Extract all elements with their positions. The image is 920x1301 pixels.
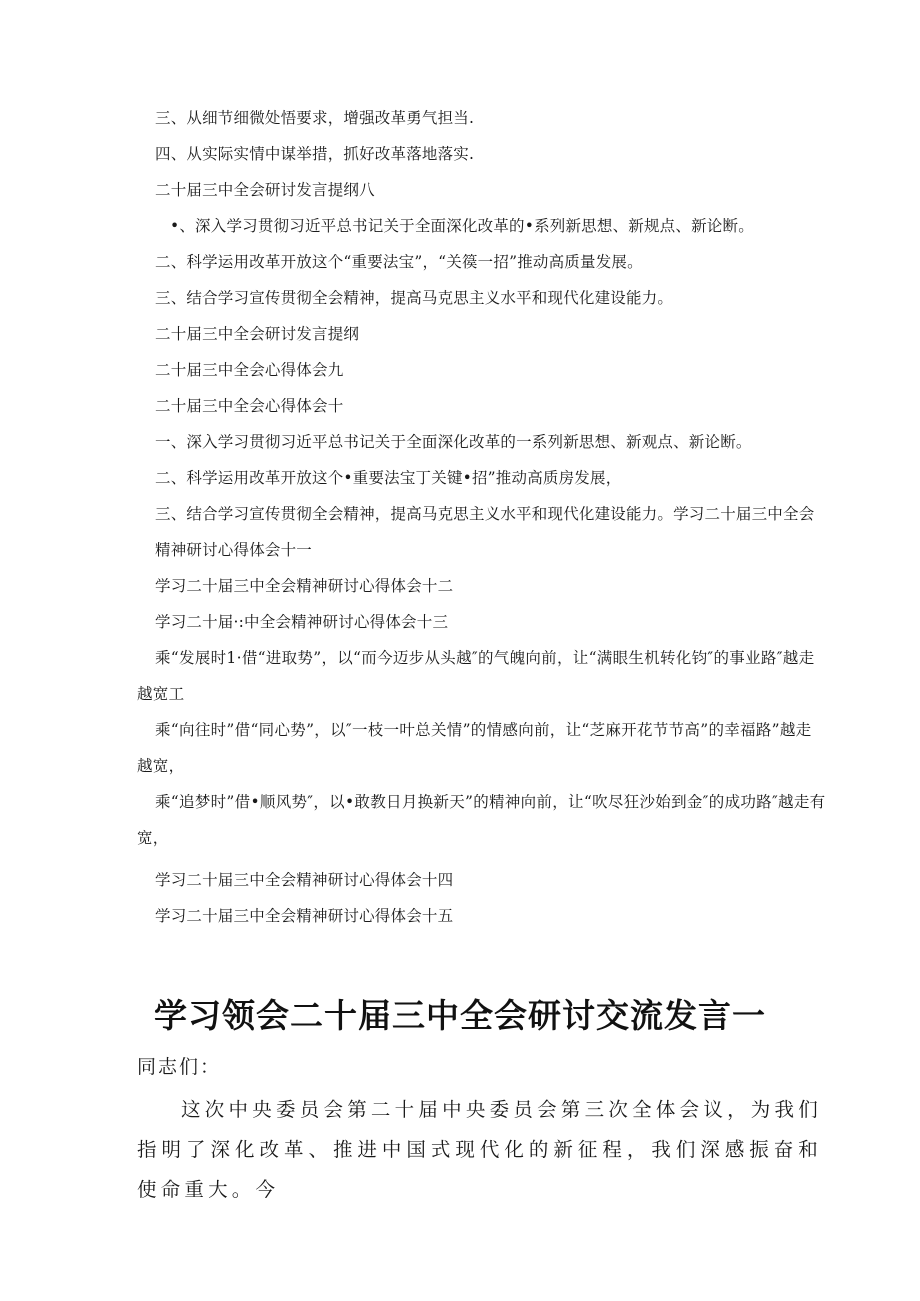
- slogan-paragraph: 乘“追梦时”借•顺风势″，以•敢教日月换新天”的精神向前，让“吹尽狂沙始到金″的成功路″越走有宽，: [137, 793, 826, 847]
- toc-line: 二、科学运用改革开放这个•重要法宝丁关键•招”推动高质房发展，: [155, 469, 622, 487]
- body-paragraph: 这次中央委员会第二十届中央委员会第三次全体会议，为我们指明了深化改革、推进中国式现代化的新征程，我们深感振奋和使命重大。今: [137, 1098, 822, 1201]
- toc-line: 二十届三中全会研讨发言提纲: [155, 325, 360, 343]
- toc-line: 三、结合学习宣传贯彻全会精神，提高马克思主义水平和现代化建设能力。: [155, 289, 674, 307]
- toc-line: 二十届三中全会心得体会九: [155, 361, 344, 379]
- toc-line: •、深入学习贯彻习近平总书记关于全面深化改革的•系列新思想、新规点、新论断。: [170, 217, 754, 235]
- slogan-paragraph: 乘“向往时”借“同心势”，以″一枝一叶总关情”的情感向前，让“芝麻开花节节高”的幸福路”越走越宽，: [137, 721, 812, 775]
- toc-line: 学习二十届·:中全会精神研讨心得体会十三: [155, 613, 449, 631]
- toc-line: 学习二十届三中全会精神研讨心得体会十五: [155, 907, 454, 925]
- toc-line: 学习二十届三中全会精神研讨心得体会十二: [155, 577, 454, 595]
- section-heading: 学习领会二十届三中全会研讨交流发言一: [154, 996, 766, 1035]
- slogan-paragraph: 乘“发展时1·借“进取势”，以“而今迈步从头越″的气魄向前，让“满眼生机转化钧″的事业路″越走越宽工: [137, 649, 815, 703]
- toc-line: 一、深入学习贯彻习近平总书记关于全面深化改革的一系列新思想、新观点、新论断。: [155, 433, 752, 451]
- salutation: 同志们：: [137, 1056, 222, 1078]
- toc-line: 二十届三中全会心得体会十: [155, 397, 344, 415]
- toc-line: 学习二十届三中全会精神研讨心得体会十四: [155, 871, 454, 889]
- toc-line: 四、从实际实情中谋举措，抓好改革落地落实.: [155, 145, 475, 163]
- toc-line: 二、科学运用改革开放这个“重要法宝”，“关篌一招”推动高质量发展。: [155, 253, 643, 271]
- toc-wrapped-item: 三、结合学习宣传贯彻全会精神，提高马克思主义水平和现代化建设能力。学习二十届三中全会精神研讨心得体会十一: [155, 505, 815, 559]
- toc-line: 二十届三中全会研讨发言提纲八: [155, 181, 375, 199]
- toc-line: 三、从细节细微处悟要求，增强改革勇气担当.: [155, 109, 475, 127]
